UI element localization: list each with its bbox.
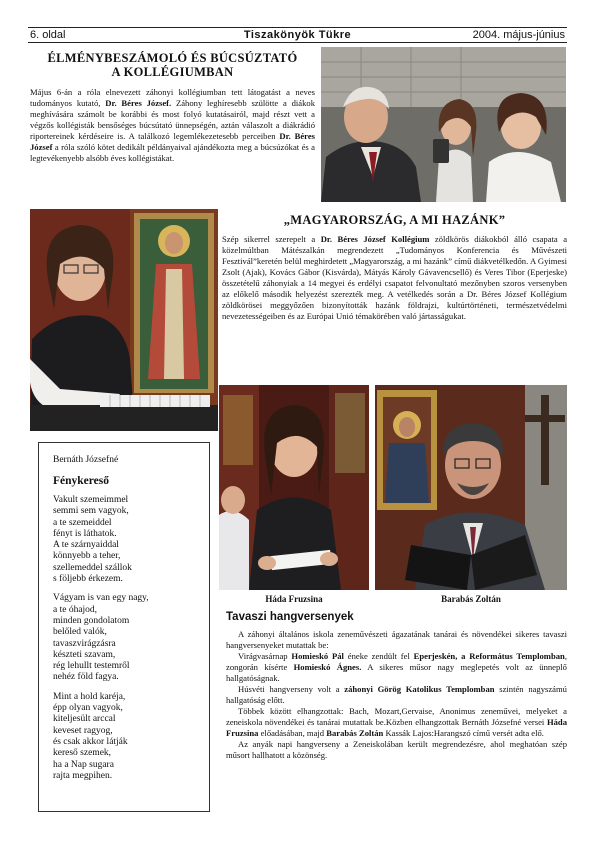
issue-date: 2004. május-június: [472, 29, 565, 41]
article3-paragraph-4: Többek között elhangzottak: Bach, Mozart,Gervaise, Anonimus zeneművei, melyeket a zeneiskola növendékei és tanárai mutattak be.Közben elhangzottak Bernáth Józsefné versei Háda Fruzsina előadásában, majd Barabás Zoltán Kassák Lajos:Harangszó című versét adta elő.: [226, 706, 567, 738]
article3-paragraph-2: Virágvasárnap Homieskó Pál éneke zendült fel Eperjeskén, a Református Templomban, zongorán kísérte Homieskó Ágnes. A sikeres műsor nagy meglepetés volt az ünneplő hallgatóságnak.: [226, 651, 567, 683]
photo-beres-with-students: [321, 47, 566, 202]
poem-stanza-1: Vakult szemeimmel semmi sem vagyok, a te szemeiddel fényt is láthatok. A te szárnyaiddal könnyebb a teher, szellemeddel szállok s följebb érkezem.: [53, 495, 132, 585]
caption-hada-fruzsina: Háda Fruzsina: [265, 594, 323, 604]
page-number: 6. oldal: [30, 29, 66, 41]
publication-name: Tiszakönyök Tükre: [243, 29, 352, 41]
article1-body: Május 6-án a róla elnevezett záhonyi kollégiumban tett látogatást a neves tudományos kutató, Dr. Béres József. Záhony leghíresebb szülötte a diákok meghívására számolt be korábbi és most folyó kutatásairól, majd részt vett a végzős kollégisták bensőséges búcsútató ünnepségén, aztán válaszolt a diákrádió riportereinek kérdéseire is. A találkozó legemlékezetesebb perceiben Dr. Béres József a róla szóló kötet dedikált példányaival ajándékozta meg a búcsúzókat és a legtevékenyebb alsóbb éves kollégistákat.: [30, 87, 315, 163]
poem-stanza-2: Vágyam is van egy nagy, a te óhajod, minden gondolatom belőled valók, tavaszvirágzásra készteti szavam, rég lehullt testemről nehéz föld fagya.: [53, 593, 149, 683]
article3-paragraph-1: A záhonyi általános iskola zeneművészeti ágazatának tanárai és növendékei sikeres tavaszi hangversenyeket mutattak be:: [226, 629, 567, 650]
photo-fruzsina-image: [219, 385, 369, 590]
photo-barabas-zoltan: [375, 385, 567, 590]
poem-author: Bernáth Józsefné: [53, 455, 119, 465]
photo-beres-image: [321, 47, 566, 202]
page-header: [28, 27, 567, 43]
poem-title: Fénykereső: [53, 475, 110, 487]
poem-box: [38, 442, 210, 812]
photo-zoltan-image: [375, 385, 567, 590]
article3-title: Tavaszi hangversenyek: [226, 611, 354, 623]
photo-piano-image: [30, 209, 218, 431]
poem-stanza-3: Mint a hold karéja, épp olyan vagyok, kiteljesült arccal keveset ragyog, és csak akkor látják kereső szemek, ha a Nap sugara rajta megpihen.: [53, 691, 128, 781]
article3-paragraph-3: Húsvéti hangverseny volt a záhonyi Görög Katolikus Templomban szintén nagyszámú hallgatóság előtt.: [226, 684, 567, 705]
photo-hada-fruzsina: [219, 385, 369, 590]
photo-girl-piano: [30, 209, 218, 431]
article2-body: Szép sikerrel szerepelt a Dr. Béres József Kollégium zöldkörös diákokból álló csapata a közelmúltban Mátészalkán megrendezett „Tudományos Konferencia és Művészeti Fesztivál”keretén belül meghirdetett „Magyarország, a mi hazánk” című diákvetélkedőn. A Gyimesi Zsolt (Ajak), Kovács Gábor (Kisvárda), Mátyás Károly Gávavencsellő) és Veres Tibor (Eperjeske) összetételű záhonyiak a 14 megyei és erdélyi csapatot felvonultató mezőnyben szoros versenyben az előkelő második helyezést szerezték meg. A vetélkedés során a Dr. Béres József Kollégium zöldkörösei meggyőzően bizonyították hazánk földrajzi, kultúrtörténeti, természetvédelmi nevezetességeiben és az Európai Unió témakörében való jártasságukat.: [222, 234, 568, 321]
caption-barabas-zoltan: Barabás Zoltán: [441, 594, 501, 604]
article2-title: „MAGYARORSZÁG, A MI HAZÁNK”: [283, 213, 506, 227]
article3-paragraph-5: Az anyák napi hangverseny a Zeneiskolában került megrendezésre, ahol meghatóan szép műsort hallhatott a közönség.: [226, 739, 567, 760]
article3-body: [226, 629, 567, 761]
article1-title: ÉLMÉNYBESZÁMOLÓ ÉS BÚCSÚZTATÓ A KOLLÉGIUMBAN: [47, 51, 298, 79]
